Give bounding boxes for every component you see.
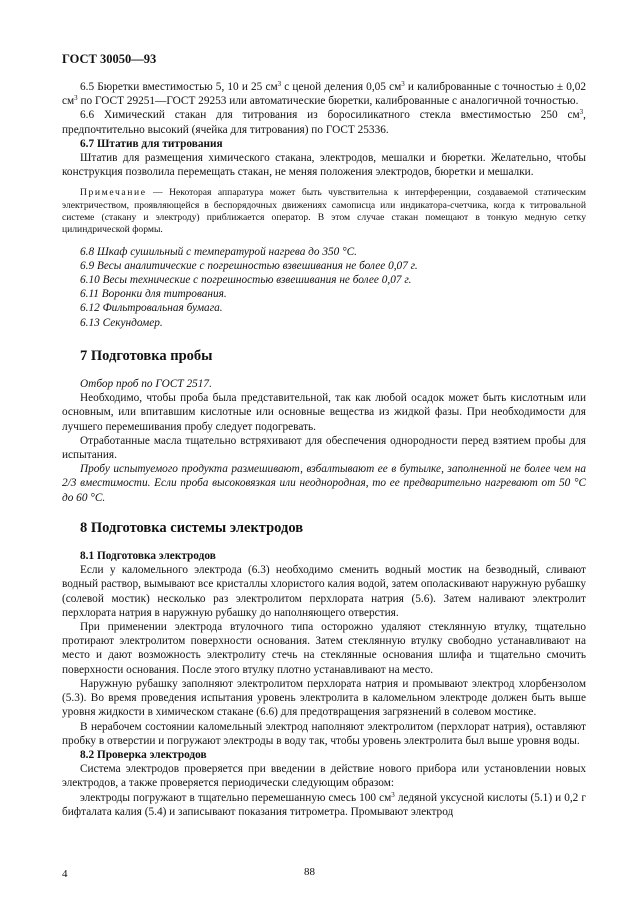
subheading-6-7: 6.7 Штатив для титрования (80, 137, 223, 150)
paragraph-8-1-3: Наружную рубашку заполняют электролитом перхлората натрия и промывают электрод хлорбензолом (5.3). Во время проведения испытания уровень электролита в каломельном электроде должен быть выше уровня жидкости в химическом стакане (6.6) для предотвращения загрязнений в солевом мостике. (62, 677, 586, 719)
note: Примечание — Некоторая аппаратура может быть чувствительна к интерференции, создаваемой статическим электричеством, проявляющейся в беспорядочных движениях самописца или индикатора-счетчика, когда к титровальной системе (стакану и электроду) приближается оператор. В этом случае стакан помещают в тонкую медную сетку цилиндрической формы. (62, 187, 586, 236)
subheading-8-2: 8.2 Проверка электродов (80, 748, 207, 761)
note-label: Примечание (80, 187, 147, 199)
paragraph-7-4: Пробу испытуемого продукта размешивают, взбалтывают ее в бутылке, заполненной не более чем на 2/3 вместимости. Если проба высоковязкая или неоднородная, то ее предварительно нагревают от 50 °С до 60 °С. (62, 463, 586, 504)
page-number-center: 88 (304, 866, 315, 878)
page-number-left: 4 (62, 868, 68, 880)
section-7-title: 7 Подготовка пробы (80, 347, 213, 364)
list-item: 6.11 Воронки для титрования. (80, 288, 227, 301)
page-header: ГОСТ 30050—93 (62, 52, 157, 66)
list-item: 6.10 Весы технические с погрешностью взвешивания не более 0,07 г. (80, 274, 412, 287)
list-item: 6.12 Фильтровальная бумага. (80, 302, 223, 315)
paragraph-7-1: Отбор проб по ГОСТ 2517. (80, 378, 212, 391)
page-content (62, 80, 586, 819)
section-8-title: 8 Подготовка системы электродов (80, 519, 304, 536)
list-item: 6.9 Весы аналитические с погрешностью взвешивания не более 0,07 г. (80, 259, 418, 272)
paragraph-6-6: 6.6 Химический стакан для титрования из боросиликатного стекла вместимостью 250 $см^3$, предпочтительно высокий (ячейка для титрования) по ГОСТ 25336. (62, 108, 586, 136)
equipment-list (62, 245, 586, 330)
paragraph-8-2-1: Система электродов проверяется при введении в действие нового прибора или установлении новых электродов, а также проверяется периодически следующим образом: (62, 763, 586, 790)
paragraph-8-2-2: электроды погружают в тщательно перемешанную смесь 100 $см^3$ ледяной уксусной кислоты (5.1) и 0,2 г бифталата калия (5.4) и записывают показания титрометра. Промывают электрод (62, 790, 586, 818)
paragraph-7-2: Необходимо, чтобы проба была представительной, так как любой осадок может быть кислотным или основным, или впитавшим кислотные или основные вещества из жидкой фазы. При необходимости для лучшего перемешивания пробу следует подогревать. (62, 392, 586, 433)
paragraph-8-1-2: При применении электрода втулочного типа осторожно удаляют стеклянную втулку, тщательно протирают электролитом поверхности основания. Затем стеклянную втулку свободно устанавливают на место и дают возможность электролиту стечь на стеклянные основания шлифа и тщательно смочить поверхности основания. После этого втулку плотно устанавливают на место. (62, 621, 586, 676)
paragraph-7-3: Отработанные масла тщательно встряхивают для обеспечения однородности перед взятием пробы для испытания. (62, 434, 586, 462)
list-item: 6.8 Шкаф сушильный с температурой нагрева до 350 °С. (80, 245, 358, 258)
paragraph-8-1-1: Если у каломельного электрода (6.3) необходимо сменить водный мостик на безводный, сливают водный раствор, вымывают все кристаллы хлористого калия водой, затем ополаскивают наружную рубашку (солевой мостик) несколько раз электролитом перхлората натрия (5.6). Затем наливают электролит перхлората натрия в наружную рубашку до наполняющего отверстия. (62, 564, 586, 619)
paragraph-6-7: Штатив для размещения химического стакана, электродов, мешалки и бюретки. Желательно, чтобы конструкция позволила перемещать стакан, не меняя положения электродов, бюретки и мешалки. (62, 152, 586, 179)
list-item: 6.13 Секундомер. (80, 316, 163, 329)
subheading-8-1: 8.1 Подготовка электродов (80, 550, 216, 563)
paragraph-8-1-4: В нерабочем состоянии каломельный электрод наполняют электролитом (перхлорат натрия), оставляют пробку в отверстии и погружают электроды в воду так, чтобы уровень электролита был выше уровня воды. (62, 720, 586, 747)
paragraph-6-5: 6.5 Бюретки вместимостью 5, 10 и 25 $см^3$ с ценой деления 0,05 $см^3$ и калиброванные с точностью ± 0,02 $см^3$ по ГОСТ 29251—ГОСТ 29253 или автоматические бюретки, калиброванные с аналогичной точностью. (62, 80, 587, 108)
